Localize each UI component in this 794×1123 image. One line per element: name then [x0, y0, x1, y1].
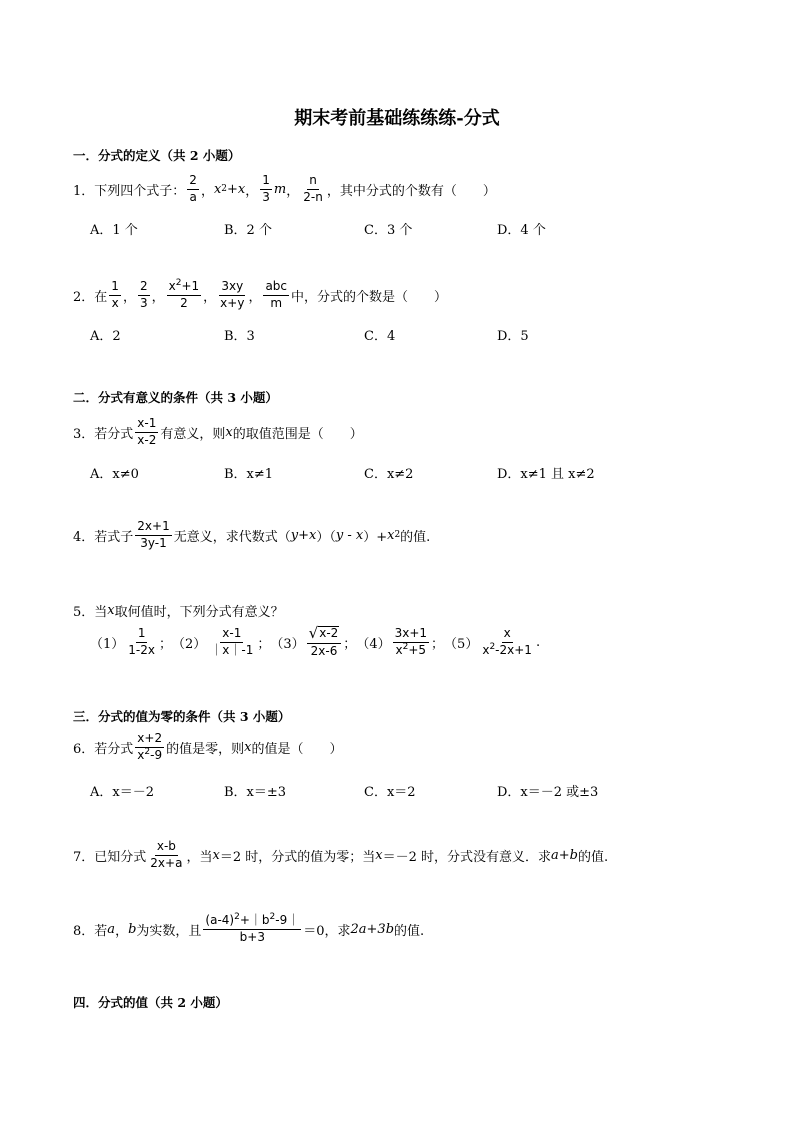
question-8: 8． 若 a ， b 为实数，且 $\frac{(a-4)^2+|b^2-9|}{b+3}$ ＝0，求 2a+3b 的值. [73, 912, 425, 944]
fraction: $\frac{1}{x}$ [111, 279, 119, 310]
option-b: B．3 [224, 329, 255, 344]
section-heading-1: 一．分式的定义（共 2 小题） [73, 148, 241, 163]
question-3: 3． 若分式 $\frac{x-1}{x-2}$ 有意义，则 x 的取值范围是（ ） [73, 416, 363, 447]
fraction: $\frac{n}{2-n}$ [303, 173, 323, 204]
fraction: $\frac{2}{a}$ [189, 173, 197, 204]
option-a: A．1 个 [90, 223, 138, 238]
fraction: $\frac{x-1}{x-2}$ [137, 416, 157, 447]
fraction: $\frac{2x+1}{3y-1}$ [137, 519, 170, 550]
option-a: A．2 [90, 329, 121, 344]
option-d: D．x＝－2 或±3 [497, 785, 599, 800]
question-7: 7． 已知分式 $\frac{x-b}{2x+a}$ ，当 x ＝2 时，分式的值为零；当 x ＝－2 时，分式没有意义．求 a+b 的值. [73, 839, 609, 870]
fraction: $\frac{1}{3}$ [262, 173, 270, 204]
question-number: 7． [73, 849, 95, 865]
fraction: $\frac{x}{x^2-2x+1}$ [482, 626, 532, 657]
question-number: 2． [73, 289, 95, 305]
fraction: $\frac{x^2+1}{2}$ [168, 278, 200, 310]
question-number: 1． [73, 183, 95, 199]
question-number: 3． [73, 426, 95, 442]
option-d: D．5 [497, 329, 529, 344]
fraction: $\frac{3x+1}{x^2+5}$ [394, 626, 428, 657]
section-heading-2: 二．分式有意义的条件（共 3 小题） [73, 390, 278, 405]
option-c: C．3 个 [364, 223, 413, 238]
question-number: 5． [73, 605, 95, 620]
sqrt-sign: √ x-2 [308, 624, 339, 642]
section-heading-3: 三．分式的值为零的条件（共 3 小题） [73, 709, 291, 724]
question-number: 4． [73, 529, 95, 545]
fraction: $\frac{x-1}{|x|-1}$ [210, 626, 254, 657]
question-number: 6． [73, 741, 95, 757]
option-d: D．x≠1 且 x≠2 [497, 467, 595, 482]
fraction: $\frac{\text{abc}}{m}$ [265, 279, 288, 310]
fraction: $\frac{x-b}{2x+a}$ [150, 839, 183, 870]
question-2: 2． 在 $\frac{1}{x}$ ， $\frac{2}{3}$ ， $\frac{x^2+1}{2}$ ， $\frac{3xy}{x+y}$ ， $\frac{\text{abc}}{m}$ 中，分式的个数是（ ） [73, 278, 448, 310]
fraction: √ x-2 2x-6 [307, 626, 342, 659]
option-c: C．x＝2 [364, 785, 416, 800]
question-5-items: （1） $\frac{1}{1-2x}$ ； （2） $\frac{x-1}{|x|-1}$ ； （3） √ x-2 2x-6 ； （4） $\frac{3x+1}{x^2+5}$ ； （5） $\frac{x}{x^2-2x+1}$ . [90, 624, 541, 658]
fraction: $\frac{(a-4)^2+|b^2-9|}{b+3}$ [205, 912, 300, 944]
option-d: D．4 个 [497, 223, 546, 238]
question-text: 下列四个式子： [94, 183, 186, 199]
fraction: $\frac{2}{3}$ [139, 279, 148, 310]
option-a: A．x＝－2 [90, 785, 154, 800]
option-c: C．4 [364, 329, 396, 344]
fraction: $\frac{1}{1-2x}$ [128, 626, 155, 657]
option-c: C．x≠2 [364, 467, 414, 482]
option-b: B．x≠1 [224, 467, 274, 482]
section-heading-4: 四．分式的值（共 2 小题） [73, 995, 228, 1010]
question-6: 6． 若分式 $\frac{x+2}{x^2-9}$ 的值是零，则 x 的值是（ ） [73, 731, 343, 762]
question-text: 中，分式的个数是（ ） [291, 289, 448, 305]
question-text: ，其中分式的个数有（ ） [326, 183, 496, 199]
fraction: $\frac{3xy}{x+y}$ [220, 279, 245, 310]
option-b: B．2 个 [224, 223, 272, 238]
option-a: A．x≠0 [90, 467, 139, 482]
page-title: 期末考前基础练练练-分式 [294, 108, 500, 129]
fraction: $\frac{x+2}{x^2-9}$ [137, 731, 163, 762]
question-number: 8． [73, 923, 95, 939]
question-4: 4． 若式子 $\frac{2x+1}{3y-1}$ 无意义，求代数式（ y+x ）（ y - x ）+ x 2 的值. [73, 519, 431, 550]
question-1: 1． 下列四个式子： $\frac{2}{a}$ ， x 2 +x ， $\frac{1}{3}$ m ， $\frac{n}{2-n}$ ，其中分式的个数有（ ） [73, 173, 496, 204]
option-b: B．x＝±3 [224, 785, 287, 800]
question-5: 5． 当 x 取何值时，下列分式有意义？ [73, 603, 284, 620]
